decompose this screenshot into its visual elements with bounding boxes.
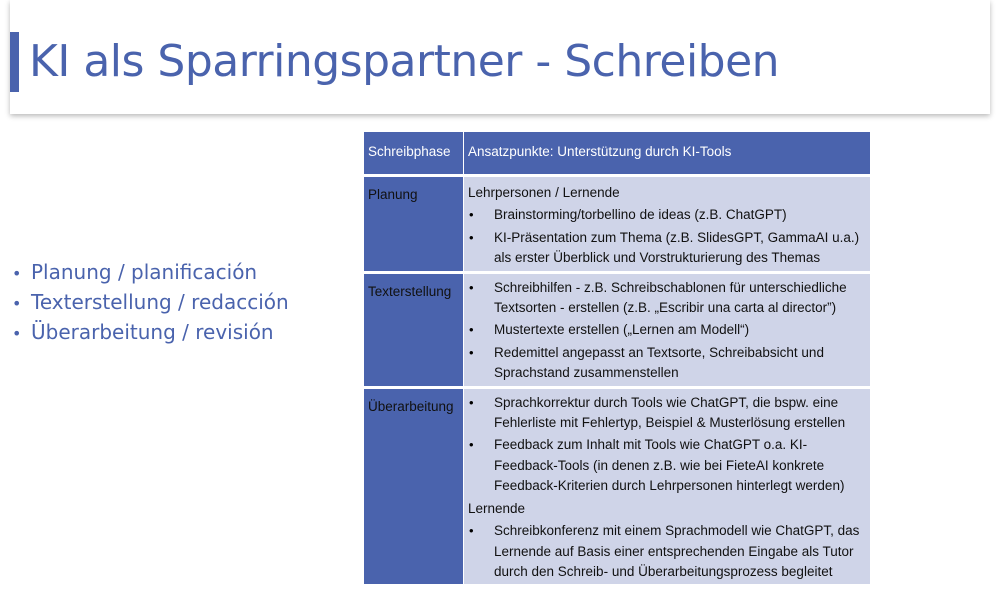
list-item-text: KI-Präsentation zum Thema (z.B. SlidesGPT, GammaAI u.a.) als erster Überblick und Vorstrukturierung des Themas: [494, 229, 860, 266]
phase-cell: Planung: [364, 174, 464, 271]
bullet-item: • Planung / planificación: [12, 258, 289, 288]
table-row: [364, 271, 870, 386]
phase-bullet-list: [12, 258, 289, 348]
table-header-row: [364, 132, 870, 174]
list-item-text: Feedback zum Inhalt mit Tools wie ChatGPT o.a. KI-Feedback-Tools (in denen z.B. wie bei FieteAI konkrete Feedback-Kriterien durch Lehrpersonen hinterlegt werden): [494, 437, 845, 494]
group-label: Lehrpersonen / Lernende: [468, 185, 620, 200]
writing-phases-table: [364, 132, 870, 584]
bullet-dot-icon: •: [469, 437, 474, 453]
bullet-dot-icon: •: [12, 264, 22, 283]
title-accent-bar: [10, 32, 19, 92]
bullet-dot-icon: •: [12, 294, 22, 313]
bullet-item: • Texterstellung / redacción: [12, 288, 289, 318]
header-schreibphase: Schreibphase: [364, 132, 464, 174]
list-item-text: Mustertexte erstellen („Lernen am Modell“): [494, 322, 750, 338]
list-item: [464, 393, 866, 434]
bullet-dot-icon: •: [469, 207, 474, 223]
table-row: [364, 386, 870, 585]
content-cell: [464, 174, 870, 271]
item-list: [464, 393, 866, 497]
content-cell: [464, 271, 870, 386]
content-cell: [464, 386, 870, 585]
header-ansatzpunkte: Ansatzpunkte: Unterstützung durch KI-Tools: [464, 132, 870, 174]
bullet-dot-icon: •: [469, 229, 474, 245]
title-box: [10, 0, 990, 114]
group-label: Lernende: [468, 500, 526, 516]
list-item-text: Brainstorming/torbellino de ideas (z.B. ChatGPT): [494, 207, 787, 223]
item-list: [464, 278, 866, 384]
list-item-text: Schreibkonferenz mit einem Sprachmodell wie ChatGPT, das Lernende auf Basis einer entsprechenden Eingabe als Tutor durch den Schreib- und Überarbeitungsprozess begleitet: [494, 523, 860, 579]
bullet-dot-icon: •: [469, 344, 474, 360]
table-row: [364, 174, 870, 271]
list-item: [464, 205, 866, 225]
bullet-dot-icon: •: [469, 279, 474, 295]
bullet-dot-icon: •: [469, 322, 474, 338]
item-list: [464, 521, 866, 582]
bullet-dot-icon: •: [469, 523, 474, 539]
list-item-text: Schreibhilfen - z.B. Schreibschablonen für unterschiedliche Textsorten - erstellen (z.B. „Escribir una carta al director”): [494, 279, 847, 316]
list-item: [464, 435, 866, 496]
item-list: [464, 205, 866, 268]
phase-cell: Texterstellung: [364, 271, 464, 386]
list-item: [464, 320, 866, 340]
slide-title: KI als Sparringspartner - Schreiben: [29, 36, 780, 87]
list-item: [464, 343, 866, 384]
phase-cell: Überarbeitung: [364, 386, 464, 585]
bullet-dot-icon: •: [12, 324, 22, 343]
bullet-dot-icon: •: [469, 394, 474, 410]
list-item: [464, 278, 866, 319]
list-item-text: Redemittel angepasst an Textsorte, Schreibabsicht und Sprachstand zusammenstellen: [494, 344, 824, 381]
list-item: [464, 521, 866, 582]
list-item: [464, 228, 866, 269]
bullet-item: • Überarbeitung / revisión: [12, 318, 289, 348]
list-item-text: Sprachkorrektur durch Tools wie ChatGPT, die bspw. eine Fehlerliste mit Fehlertyp, Beispiel & Musterlösung erstellen: [494, 394, 846, 431]
